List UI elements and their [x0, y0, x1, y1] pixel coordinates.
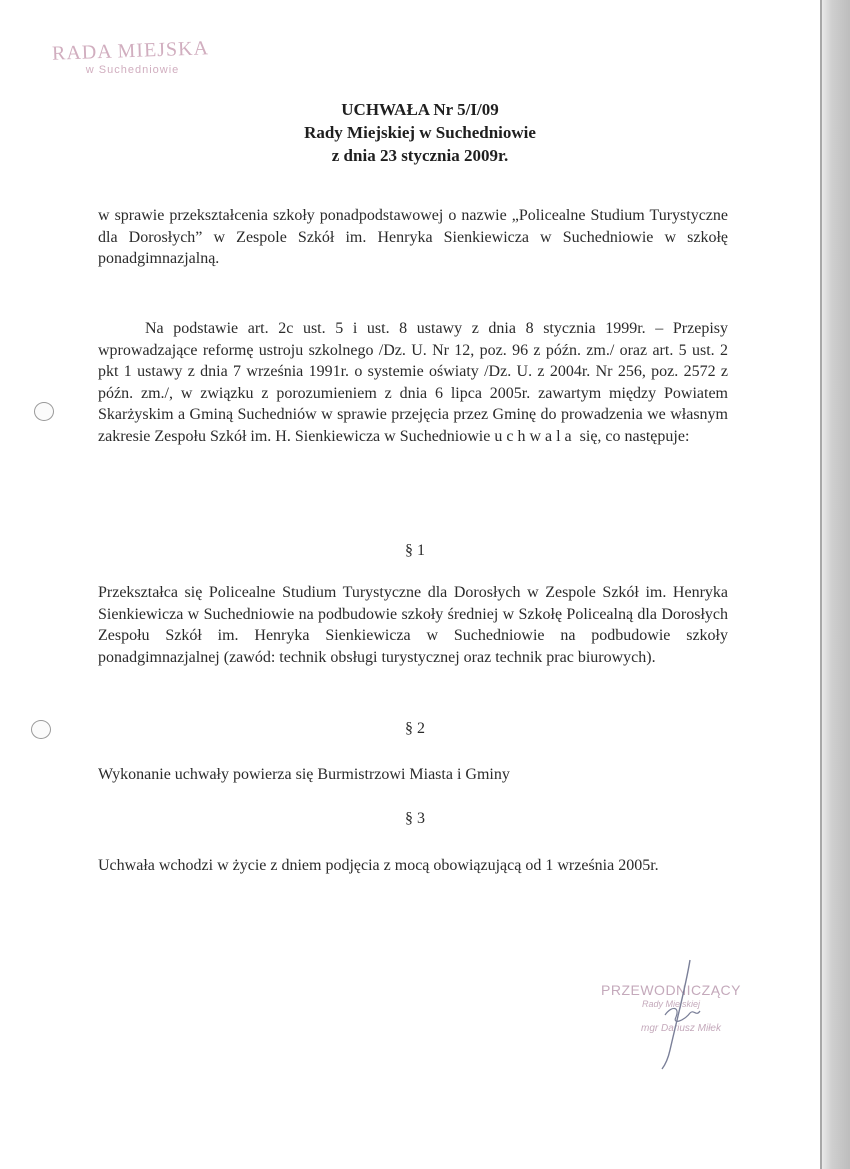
- resolution-header: [200, 98, 640, 167]
- resolution-preamble: [98, 318, 728, 447]
- preamble-resolves-suffix: się, co następuje:: [575, 427, 690, 445]
- preamble-resolves-word: uchwala: [494, 427, 576, 445]
- section-2-text: Wykonanie uchwały powierza się Burmistrzowi Miasta i Gminy: [98, 766, 510, 783]
- section-2-marker: § 2: [405, 720, 425, 737]
- resolution-issuer: Rady Miejskiej w Suchedniowie: [304, 123, 536, 142]
- section-3-text: Uchwała wchodzi w życie z dniem podjęcia z mocą obowiązującą od 1 września 2005r.: [98, 857, 659, 874]
- punch-hole-top: [34, 402, 54, 421]
- resolution-title: UCHWAŁA Nr 5/I/09: [341, 100, 499, 119]
- resolution-date: z dnia 23 stycznia 2009r.: [331, 146, 509, 165]
- section-1-text: Przekształca się Policealne Studium Turystyczne dla Dorosłych w Zespole Szkół im. Henryka Sienkiewicza w Suchedniowie na podbudowie szkoły średniej w Szkołę Policealną dla Dorosłych Zespołu Szkół im. Henryka Sienkiewicza w Suchedniowie na podbudowie szkoły ponadgimnazjalnej (zawód: technik obsługi turystycznej oraz technik prac biurowych).: [98, 584, 728, 666]
- page-edge-shadow: [822, 0, 850, 1169]
- section-3-marker: § 3: [405, 810, 425, 827]
- chairman-name: mgr Dariusz Miłek: [640, 1023, 721, 1034]
- punch-hole-bottom: [31, 720, 51, 739]
- handwritten-signature: [610, 955, 750, 1075]
- council-stamp: [51, 37, 210, 76]
- stamp-council-town: w Suchedniowie: [85, 64, 180, 76]
- chairman-title: PRZEWODNICZĄCY: [601, 982, 741, 998]
- resolution-subject: w sprawie przekształcenia szkoły ponadpodstawowej o nazwie „Policealne Studium Turystyczne dla Dorosłych” w Zespole Szkół im. Henryka Sienkiewicza w Suchedniowie w szkołę ponadgimnazjalną.: [98, 207, 728, 267]
- section-1-marker: § 1: [405, 542, 425, 559]
- chairman-council: Rady Miejskiej: [641, 999, 701, 1009]
- stamp-council-name: RADA MIEJSKA: [51, 37, 210, 65]
- preamble-text: Na podstawie art. 2c ust. 5 i ust. 8 ustawy z dnia 8 stycznia 1999r. – Przepisy wprowadzające reformę ustroju szkolnego /Dz. U. Nr 12, poz. 96 z późn. zm./ oraz art. 5 ust. 2 pkt 1 ustawy z dnia 7 września 1991r. o systemie oświaty /Dz. U. z 2004r. Nr 256, poz. 2572 z późn. zm./, w związku z porozumieniem z dnia 6 lipca 2005r. zawartym między Powiatem Skarżyskim a Gminą Suchedniów w sprawie przejęcia przez Gminę do prowadzenia we własnym zakresie Zespołu Szkół im. H. Sienkiewicza w Suchedniowie: [98, 320, 728, 445]
